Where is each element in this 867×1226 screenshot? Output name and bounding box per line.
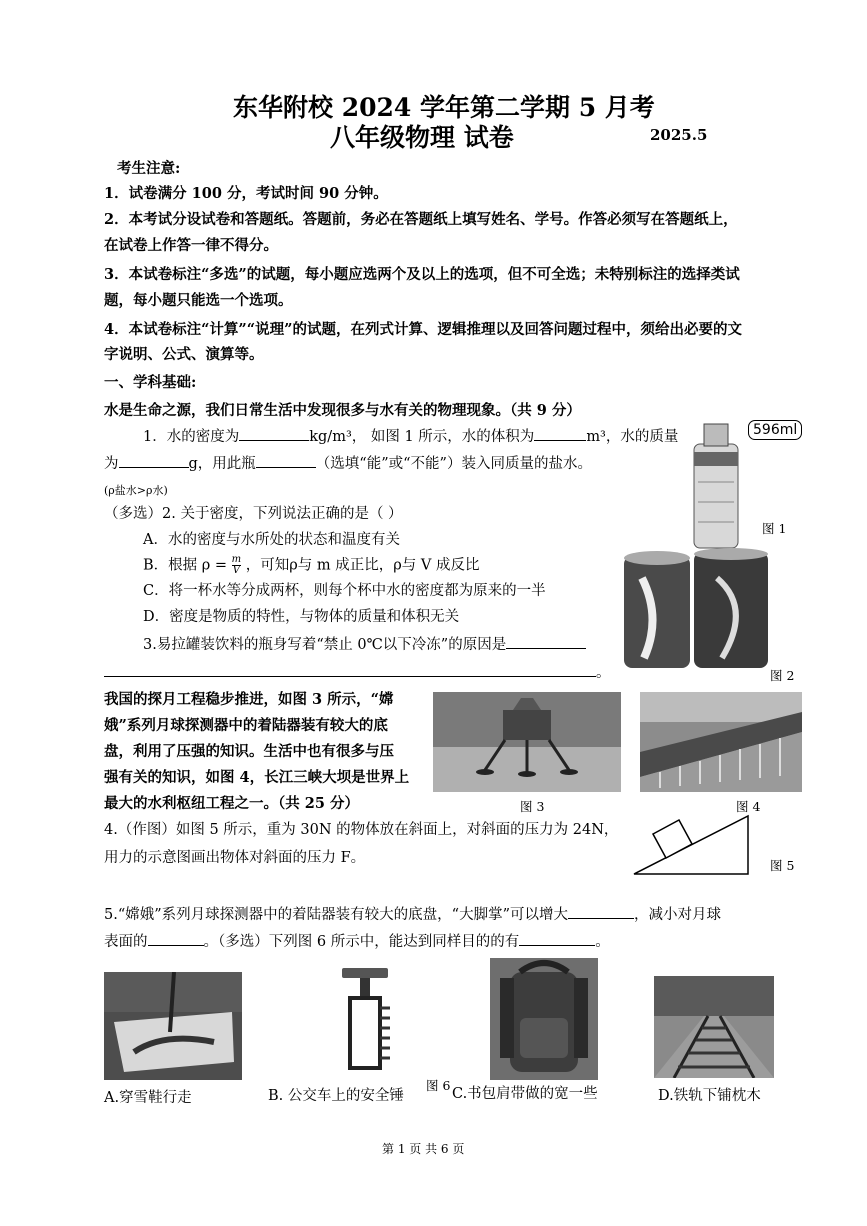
question-4-line1: 4.（作图）如图 5 所示，重为 30N 的物体放在斜面上，对斜面的压力为 24N， [104, 822, 619, 838]
exam-title-line2: 八年级物理 试卷 [330, 123, 514, 152]
section2-intro-4: 强有关的知识，如图 4，长江三峡大坝是世界上 [104, 769, 410, 786]
question-1-line2: 为 g，用此瓶 （选填“能”或“不能”）装入同质量的盐水。 [104, 453, 592, 474]
notice-heading: 考生注意: [117, 160, 181, 177]
three-gorges-dam-image [640, 692, 802, 792]
lunar-lander-image [433, 692, 621, 792]
railway-sleepers-image [654, 976, 774, 1078]
figure-5-caption: 图 5 [770, 858, 795, 873]
question-2-option-d: D．密度是物质的特性，与物体的质量和体积无关 [143, 609, 460, 625]
section2-intro-5: 最大的水利枢纽工程之一。（共 25 分） [104, 795, 360, 812]
question-4-line2: 用力的示意图画出物体对斜面的压力 F。 [104, 850, 366, 866]
question-1-line1: 1．水的密度为 kg/m³， 如图 1 所示，水的体积为 m³，水的质量 [143, 426, 678, 447]
question-5-line2: 表面的 。（多选）下列图 6 所示中，能达到同样目的的有 。 [104, 931, 610, 952]
question-5-line1: 5.“嫦娥”系列月球探测器中的着陆器装有较大的底盘，“大脚掌”可以增大 ，减小对月球 [104, 904, 721, 925]
cans-image [622, 548, 772, 670]
page-footer: 第 1 页 共 6 页 [382, 1142, 465, 1156]
notice-item-3a: 3．本试卷标注“多选”的试题，每小题应选两个及以上的选项，但不可全选；未特别标注的选择类试 [104, 266, 740, 283]
snowshoe-image [104, 972, 242, 1080]
bottle-image [690, 422, 742, 550]
notice-item-3b: 题，每小题只能选一个选项。 [104, 292, 293, 309]
figure-1-caption: 图 1 [762, 521, 787, 536]
option-d-label: D.铁轨下铺枕木 [658, 1088, 761, 1104]
figure-2-caption: 图 2 [770, 668, 795, 683]
incline-diagram [632, 812, 752, 878]
question-1-note: (ρ盐水>ρ水) [104, 484, 168, 497]
section1-intro: 水是生命之源，我们日常生活中发现很多与水有关的物理现象。（共 9 分） [104, 402, 581, 419]
backpack-image [490, 958, 598, 1080]
section-heading: 一、学科基础: [104, 374, 197, 391]
question-3-text: 3.易拉罐装饮料的瓶身写着“禁止 0℃以下冷冻”的原因是 [143, 634, 586, 655]
figure-6-caption: 图 6 [426, 1078, 451, 1093]
section2-intro-1: 我国的探月工程稳步推进，如图 3 所示，“嫦 [104, 691, 394, 708]
option-b-label: B. 公交车上的安全锤 [268, 1088, 404, 1104]
density-fraction: $\frac{m}{V}$ [231, 554, 242, 576]
notice-item-2a: 2．本考试分设试卷和答题纸。答题前，务必在答题纸上填写姓名、学号。作答必须写在答题纸上， [104, 211, 738, 228]
question-2-option-a: A．水的密度与水所处的状态和温度有关 [143, 532, 400, 548]
notice-item-2b: 在试卷上作答一律不得分。 [104, 237, 278, 254]
figure-3-caption: 图 3 [520, 799, 545, 814]
option-c-label: C.书包肩带做的宽一些 [452, 1086, 598, 1102]
question-2-option-b: B．根据 ρ = $\frac{m}{V}$ ，可知ρ与 m 成正比，ρ与 V 成反比 [143, 554, 480, 576]
question-3-answer-line: 。 [104, 662, 611, 683]
notice-item-1: 1．试卷满分 100 分，考试时间 90 分钟。 [104, 185, 388, 202]
section2-intro-3: 盘，利用了压强的知识。生活中也有很多与压 [104, 743, 394, 760]
notice-item-4b: 字说明、公式、演算等。 [104, 346, 264, 363]
exam-date: 2025.5 [650, 126, 708, 144]
section2-intro-2: 娥”系列月球探测器中的着陆器装有较大的底 [104, 717, 388, 734]
figure-4-caption: 图 4 [736, 799, 761, 814]
question-2-option-c: C．将一杯水等分成两杯，则每个杯中水的密度都为原来的一半 [143, 583, 546, 599]
exam-title-line1: 东华附校 2024 学年第二学期 5 月考 [233, 93, 655, 122]
question-2-stem: （多选）2. 关于密度，下列说法正确的是（ ） [104, 506, 403, 522]
safety-hammer-image [320, 964, 408, 1076]
volume-label-box: 596ml [748, 420, 802, 440]
option-a-label: A.穿雪鞋行走 [104, 1090, 192, 1106]
notice-item-4a: 4．本试卷标注“计算”“说理”的试题，在列式计算、逻辑推理以及回答问题过程中，须给出必要的文 [104, 321, 742, 338]
